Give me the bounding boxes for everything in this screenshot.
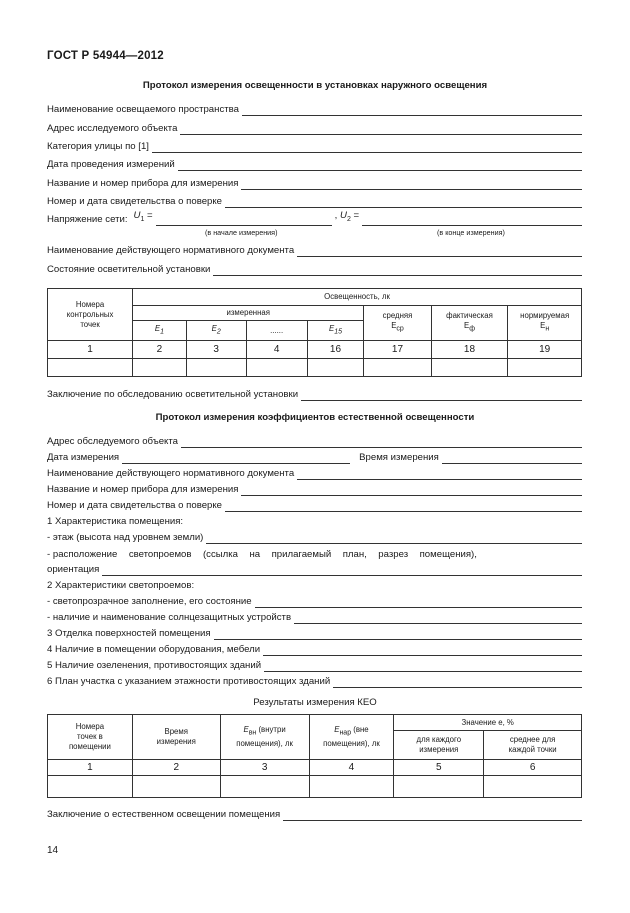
header-mean-per-point: среднее для каждой точки [484, 731, 582, 760]
fill-line[interactable] [263, 644, 582, 656]
fill-line[interactable] [213, 264, 582, 276]
u1-symbol: $U_1$ = [133, 210, 153, 223]
field-space-name: Наименование освещаемого пространства [47, 102, 582, 116]
header-average: средняя $E_{ср}$ [364, 306, 431, 341]
field-site-plan: 6 План участка с указанием этажности противостоящих зданий [47, 674, 582, 688]
field-normative-doc: Наименование действующего нормативного документа [47, 243, 582, 257]
fill-line[interactable] [297, 245, 582, 257]
fill-line[interactable] [294, 612, 582, 624]
field-instrument: Название и номер прибора для измерения [47, 176, 582, 190]
header-actual: фактическая $E_ф$ [431, 306, 508, 341]
table-row-empty [48, 359, 582, 377]
fill-line[interactable] [241, 178, 582, 190]
protocol2-title: Протокол измерения коэффициентов естественной освещенности [155, 412, 475, 423]
fill-line[interactable] [241, 484, 582, 496]
header-room-points: Номера точек в помещении [48, 715, 133, 760]
fill-line[interactable] [297, 468, 582, 480]
room-characteristics-title: 1 Характеристика помещения: [47, 516, 184, 527]
header-normative: нормируемая $E_н$ [508, 306, 582, 341]
windows-location-text: - расположение светопроемов (ссылка на прилагаемый план, разрез помещения), [47, 549, 477, 560]
header-e2: $E_2$ [186, 321, 246, 341]
openings-title: 2 Характеристики светопроемов: [47, 580, 195, 591]
header-value: Значение e, % [394, 715, 582, 731]
keo-table [47, 714, 582, 798]
table-row-numbers: 1 2 3 4 5 6 [48, 760, 582, 776]
header-ellipsis: ...... [246, 321, 307, 341]
date-line[interactable] [122, 452, 350, 464]
fill-line[interactable] [214, 628, 582, 640]
field-equipment: 4 Наличие в помещении оборудования, мебели [47, 642, 582, 656]
fill-line[interactable] [225, 196, 582, 208]
field-normative-doc-2: Наименование действующего нормативного документа [47, 466, 582, 480]
header-e15: $E_{15}$ [307, 321, 364, 341]
field-installation-state: Состояние осветительной установки [47, 262, 582, 276]
protocol1-title: Протокол измерения освещенности в установках наружного освещения [142, 80, 488, 91]
table-row-numbers: 1 2 3 4 16 17 18 19 [48, 341, 582, 359]
field-instrument-2: Название и номер прибора для измерения [47, 482, 582, 496]
fill-line[interactable] [178, 159, 582, 171]
fill-line[interactable] [181, 436, 582, 448]
field-voltage: Напряжение сети: $U_1$ = , $U_2$ = [47, 212, 582, 226]
standard-number: ГОСТ Р 54944—2012 [47, 50, 164, 62]
header-illuminance: Освещенность, лк [133, 289, 582, 306]
field-date-time: Дата измерения Время измерения [47, 450, 582, 464]
field-measurement-date: Дата проведения измерений [47, 157, 582, 171]
voltage-hint-end: (в конце измерения) [437, 228, 505, 237]
field-glazing: - светопрозрачное заполнение, его состояние [47, 594, 582, 608]
time-line[interactable] [442, 452, 582, 464]
field-orientation: ориентация [47, 562, 582, 576]
fill-line[interactable] [333, 676, 582, 688]
fill-line[interactable] [301, 389, 582, 401]
u2-symbol: , $U_2$ = [334, 210, 360, 223]
field-floor: - этаж (высота над уровнем земли) [47, 530, 582, 544]
illuminance-table [47, 288, 582, 377]
field-shading: - наличие и наименование солнцезащитных устройств [47, 610, 582, 624]
header-each-measurement: для каждого измерения [394, 731, 484, 760]
field-object-address: Адрес исследуемого объекта [47, 121, 582, 135]
header-e-out: $E_{нар}$ (вне помещения), лк [309, 715, 394, 760]
fill-line[interactable] [152, 141, 582, 153]
fill-line[interactable] [180, 123, 582, 135]
field-certificate: Номер и дата свидетельства о поверке [47, 194, 582, 208]
field-conclusion-1: Заключение по обследованию осветительной установки [47, 387, 582, 401]
fill-line[interactable] [102, 564, 582, 576]
fill-line[interactable] [283, 809, 582, 821]
voltage-hint-start: (в начале измерения) [205, 228, 278, 237]
fill-line[interactable] [264, 660, 582, 672]
field-street-category: Категория улицы по [1] [47, 139, 582, 153]
field-certificate-2: Номер и дата свидетельства о поверке [47, 498, 582, 512]
fill-line[interactable] [206, 532, 582, 544]
results-title: Результаты измерения КЕО [253, 697, 377, 708]
header-e-in: $E_{вн}$ (внутри помещения), лк [220, 715, 309, 760]
header-time: Время измерения [132, 715, 220, 760]
fill-line[interactable] [255, 596, 582, 608]
u2-line[interactable] [362, 214, 582, 226]
field-address-2: Адрес обследуемого объекта [47, 434, 582, 448]
field-finish: 3 Отделка поверхностей помещения [47, 626, 582, 640]
field-conclusion-2: Заключение о естественном освещении помещения [47, 807, 582, 821]
table-row-empty [48, 776, 582, 798]
header-measured: измеренная [133, 306, 364, 321]
u1-line[interactable] [156, 214, 332, 226]
header-points: Номера контрольных точек [48, 289, 133, 341]
header-e1: $E_1$ [133, 321, 187, 341]
page-number: 14 [47, 845, 59, 856]
fill-line[interactable] [242, 104, 582, 116]
field-greenery: 5 Наличие озеленения, противостоящих зданий [47, 658, 582, 672]
fill-line[interactable] [225, 500, 582, 512]
